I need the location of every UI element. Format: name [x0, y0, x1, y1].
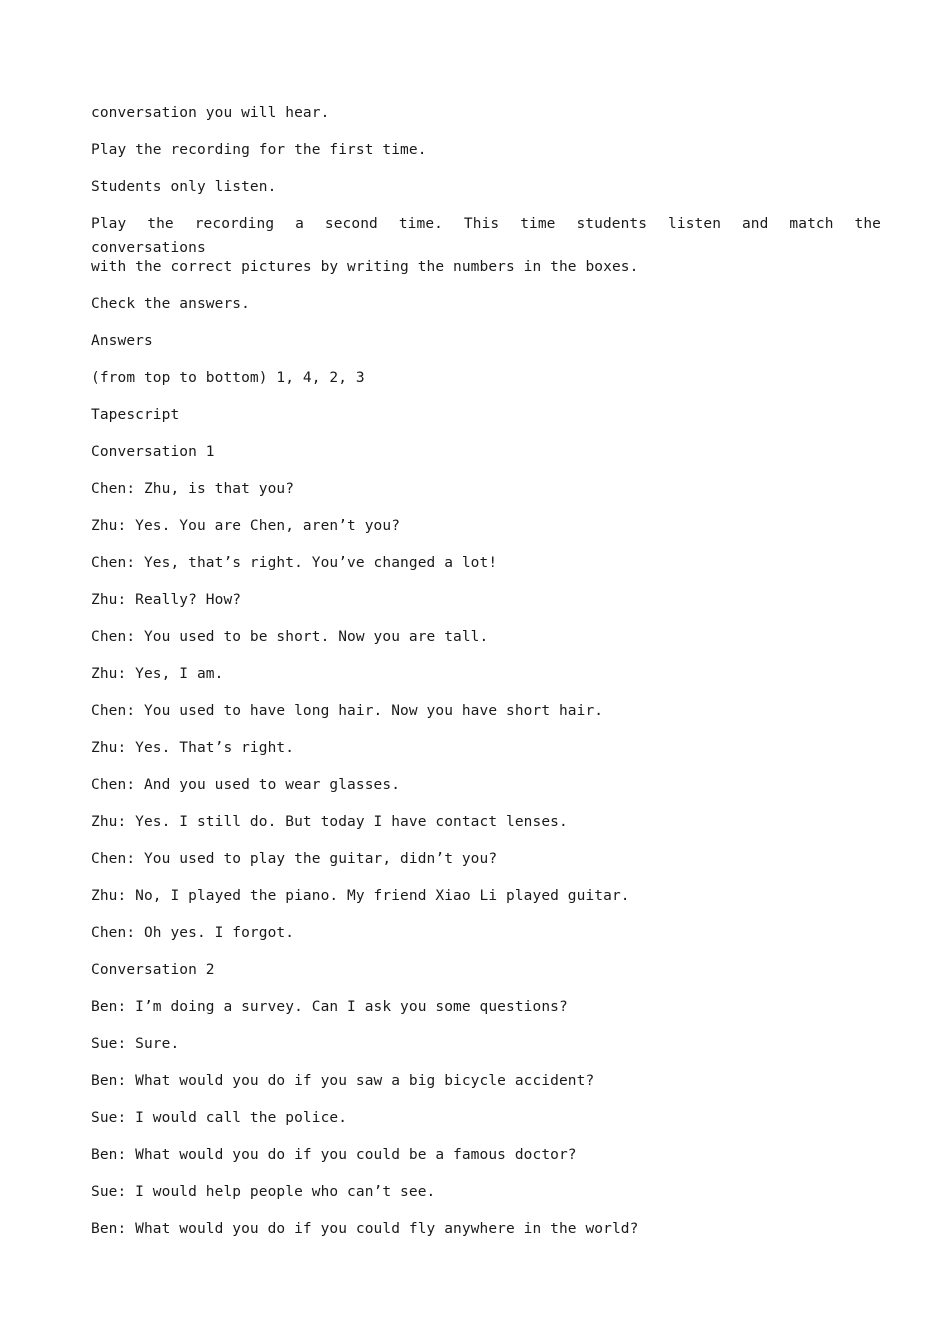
dialogue-line: Chen: You used to be short. Now you are tall.	[91, 629, 489, 645]
dialogue-line: Zhu: Yes. I still do. But today I have contact lenses.	[91, 814, 568, 830]
dialogue-line: Chen: You used to play the guitar, didn’t you?	[91, 851, 498, 867]
dialogue-line: Ben: What would you do if you saw a big bicycle accident?	[91, 1073, 595, 1089]
dialogue-line: Zhu: No, I played the piano. My friend Xiao Li played guitar.	[91, 888, 630, 904]
instruction-line: with the correct pictures by writing the numbers in the boxes.	[91, 259, 639, 275]
dialogue-line: Sue: I would call the police.	[91, 1110, 348, 1126]
dialogue-line: Zhu: Yes. You are Chen, aren’t you?	[91, 518, 401, 534]
answers-line: (from top to bottom) 1, 4, 2, 3	[91, 370, 365, 386]
dialogue-line: Zhu: Yes, I am.	[91, 666, 224, 682]
dialogue-line: Ben: What would you do if you could fly anywhere in the world?	[91, 1221, 639, 1237]
dialogue-line: Chen: Oh yes. I forgot.	[91, 925, 295, 941]
instruction-line: Check the answers.	[91, 296, 250, 312]
dialogue-line: Sue: Sure.	[91, 1036, 180, 1052]
conversation-heading: Conversation 1	[91, 444, 215, 460]
conversation-heading: Conversation 2	[91, 962, 215, 978]
dialogue-line: Zhu: Yes. That’s right.	[91, 740, 295, 756]
dialogue-line: Ben: What would you do if you could be a famous doctor?	[91, 1147, 577, 1163]
dialogue-line: Chen: Yes, that’s right. You’ve changed a lot!	[91, 555, 498, 571]
document-text	[91, 101, 881, 1254]
dialogue-line: Chen: You used to have long hair. Now you have short hair.	[91, 703, 604, 719]
instruction-line: Students only listen.	[91, 179, 277, 195]
instruction-line: Play the recording a second time. This time students listen and match the conversations	[91, 216, 881, 256]
dialogue-line: Zhu: Really? How?	[91, 592, 242, 608]
instruction-line: Play the recording for the first time.	[91, 142, 427, 158]
dialogue-line: Chen: And you used to wear glasses.	[91, 777, 401, 793]
dialogue-line: Sue: I would help people who can’t see.	[91, 1184, 436, 1200]
section-heading-tapescript: Tapescript	[91, 407, 180, 423]
instruction-line: conversation you will hear.	[91, 105, 330, 121]
dialogue-line: Ben: I’m doing a survey. Can I ask you some questions?	[91, 999, 568, 1015]
section-heading-answers: Answers	[91, 333, 153, 349]
dialogue-line: Chen: Zhu, is that you?	[91, 481, 295, 497]
